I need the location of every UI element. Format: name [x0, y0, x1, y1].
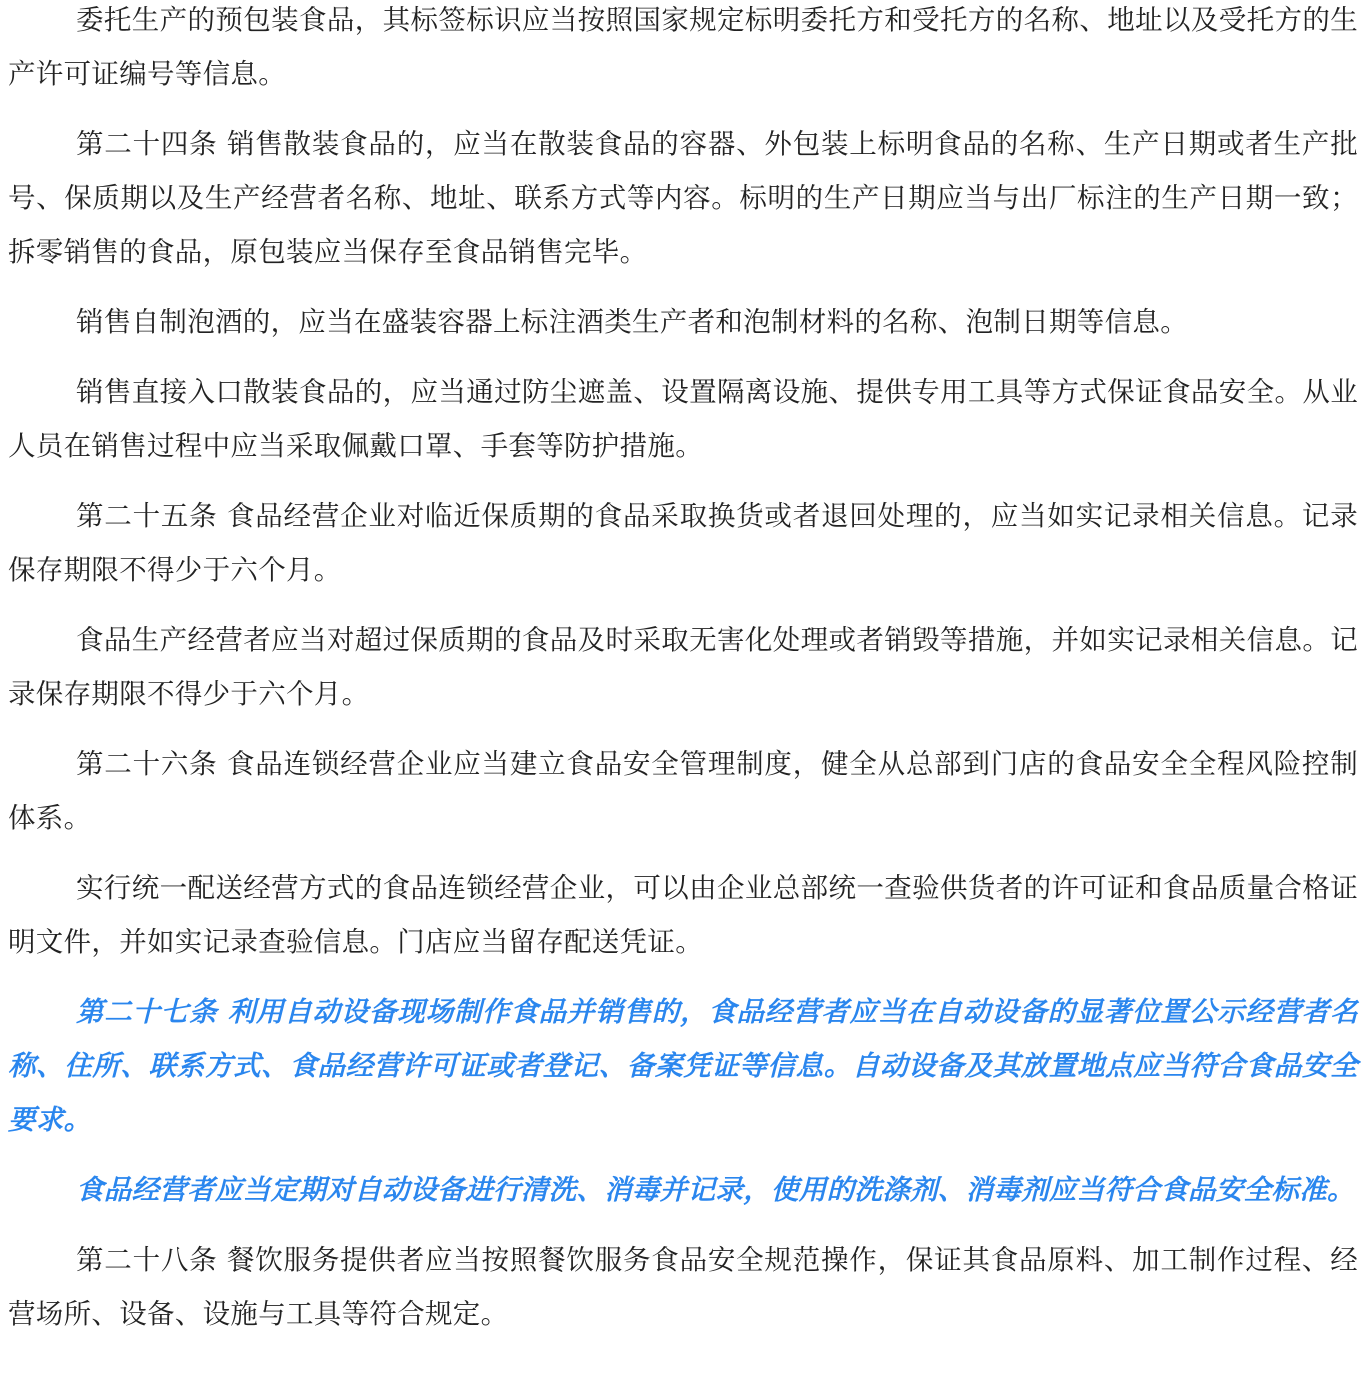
paragraph-homemade-liquor: 销售自制泡酒的，应当在盛装容器上标注酒类生产者和泡制材料的名称、泡制日期等信息。 — [76, 306, 1188, 338]
paragraph-unified-distribution: 实行统一配送经营方式的食品连锁经营企业，可以由企业总部统一查验供货者的许可证和食品质量合格证明文件，并如实记录查验信息。门店应当留存配送凭证。 — [8, 872, 1358, 958]
paragraph-ready-to-eat-bulk: 销售直接入口散装食品的，应当通过防尘遮盖、设置隔离设施、提供专用工具等方式保证食品安全。从业人员在销售过程中应当采取佩戴口罩、手套等防护措施。 — [8, 376, 1358, 462]
paragraph-article-24: 第二十四条 销售散装食品的，应当在散装食品的容器、外包装上标明食品的名称、生产日期或者生产批号、保质期以及生产经营者名称、地址、联系方式等内容。标明的生产日期应当与出厂标注的生产日期一致；拆零销售的食品，原包装应当保存至食品销售完毕。 — [8, 128, 1358, 268]
paragraph-article-27-highlighted: 第二十七条 利用自动设备现场制作食品并销售的，食品经营者应当在自动设备的显著位置公示经营者名称、住所、联系方式、食品经营许可证或者登记、备案凭证等信息。自动设备及其放置地点应当符合食品安全要求。 — [8, 996, 1358, 1136]
paragraph-article-26: 第二十六条 食品连锁经营企业应当建立食品安全管理制度，健全从总部到门店的食品安全全程风险控制体系。 — [8, 748, 1358, 834]
paragraph-article-25: 第二十五条 食品经营企业对临近保质期的食品采取换货或者退回处理的，应当如实记录相关信息。记录保存期限不得少于六个月。 — [8, 500, 1358, 586]
paragraph-entrusted-labeling: 委托生产的预包装食品，其标签标识应当按照国家规定标明委托方和受托方的名称、地址以及受托方的生产许可证编号等信息。 — [8, 4, 1358, 90]
paragraph-article-28: 第二十八条 餐饮服务提供者应当按照餐饮服务食品安全规范操作，保证其食品原料、加工制作过程、经营场所、设备、设施与工具等符合规定。 — [8, 1244, 1358, 1330]
paragraph-device-cleaning-highlighted: 食品经营者应当定期对自动设备进行清洗、消毒并记录，使用的洗涤剂、消毒剂应当符合食品安全标准。 — [76, 1174, 1355, 1206]
paragraph-expired-food: 食品生产经营者应当对超过保质期的食品及时采取无害化处理或者销毁等措施，并如实记录相关信息。记录保存期限不得少于六个月。 — [8, 624, 1358, 710]
